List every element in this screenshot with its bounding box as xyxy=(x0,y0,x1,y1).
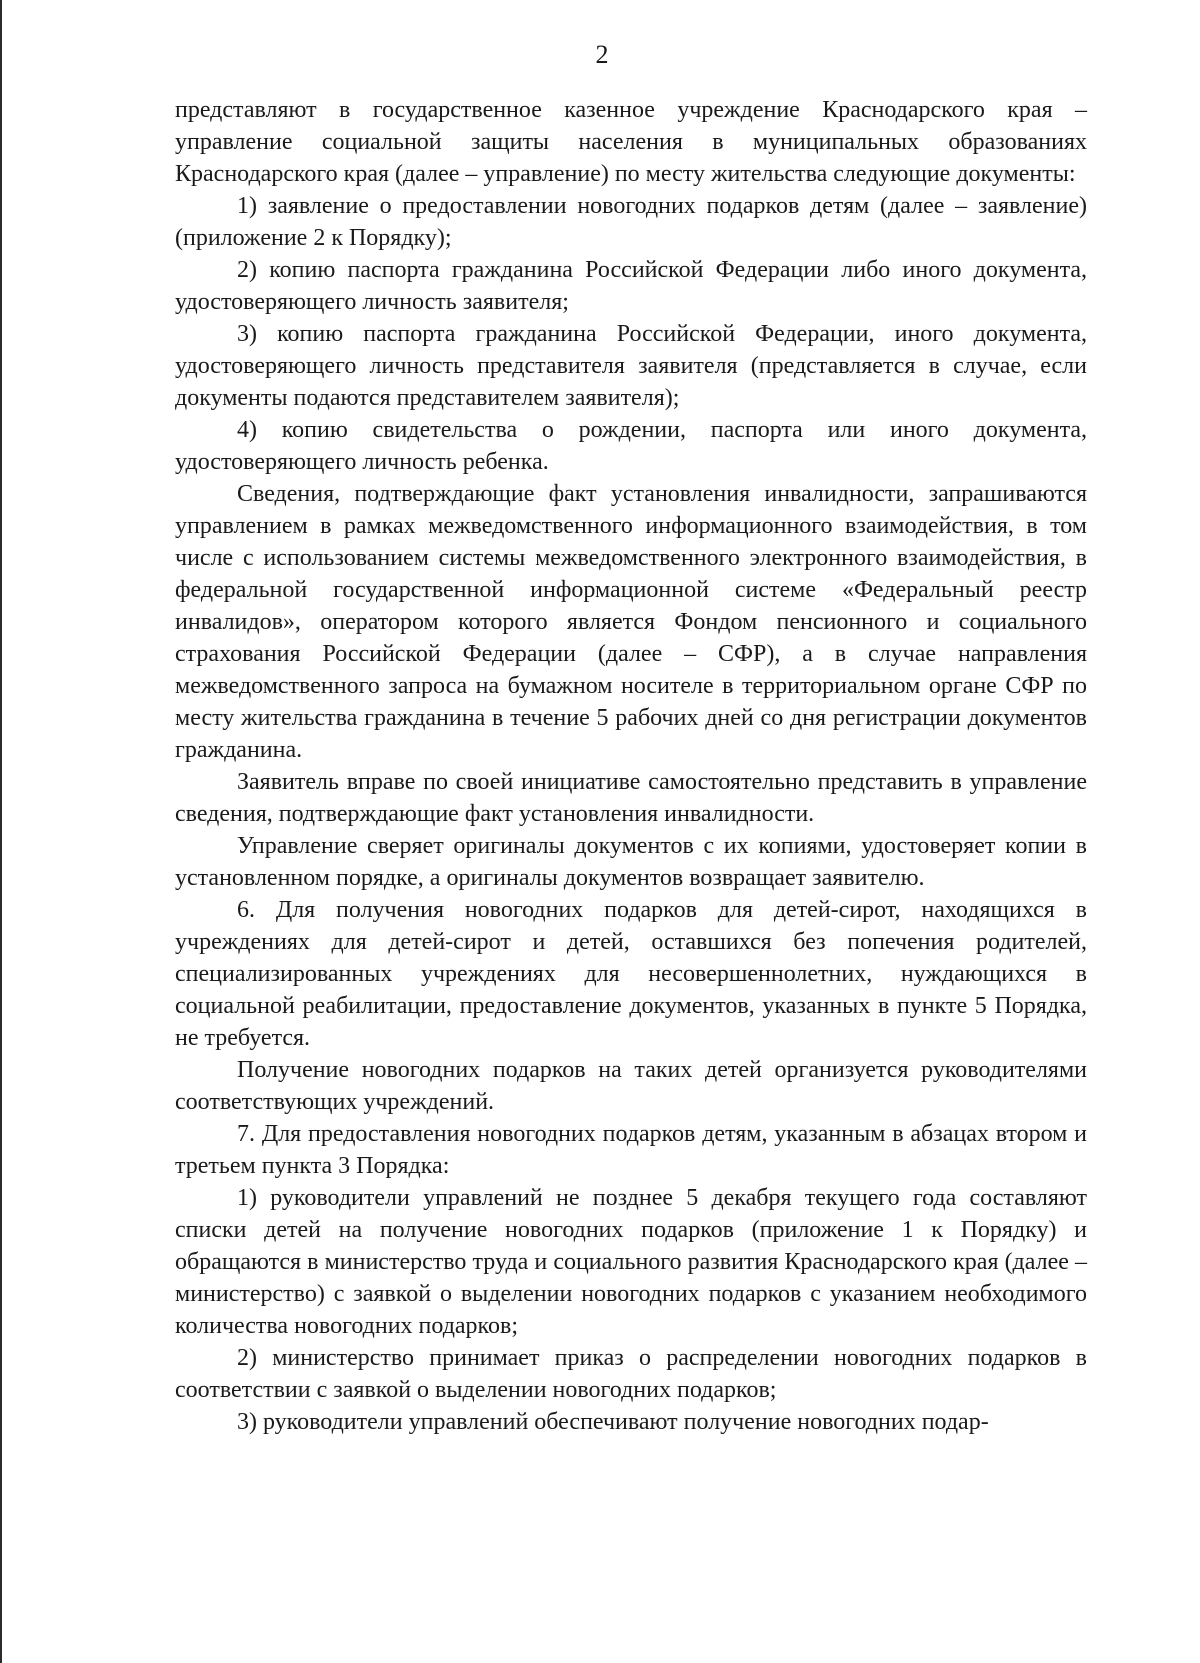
paragraph-list-item-2: 2) копию паспорта гражданина Российской Федерации либо иного документа, удостоверяющего личность заявителя; xyxy=(175,257,1087,315)
paragraph-applicant-right: Заявитель вправе по своей инициативе самостоятельно представить в управление сведения, подтверждающие факт установления инвалидности. xyxy=(175,769,1087,827)
paragraph-item-7: 7. Для предоставления новогодних подарков детям, указанным в абзацах втором и третьем пункта 3 Порядка: xyxy=(175,1121,1087,1179)
paragraph-item-7-sub-2: 2) министерство принимает приказ о распределении новогодних подарков в соответствии с заявкой о выделении новогодних подарков; xyxy=(175,1345,1087,1403)
paragraph-disability-info: Сведения, подтверждающие факт установления инвалидности, запрашиваются управлением в рамках межведомственного информационного взаимодействия, в том числе с использованием системы межведомственного электронного взаимодействия, в федеральной государственной информационной системе «Федеральный реестр инвалидов», оператором которого является Фондом пенсионного и социального страхования Российской Федерации (далее – СФР), а в случае направления межведомственного запроса на бумажном носителе в территориальном органе СФР по месту жительства гражданина в течение 5 рабочих дней со дня регистрации документов гражданина. xyxy=(175,481,1087,763)
paragraph-continuation: представляют в государственное казенное учреждение Краснодарского края – управление социальной защиты населения в муниципальных образованиях Краснодарского края (далее – управление) по месту жительства следующие документы: xyxy=(175,97,1087,187)
document-body xyxy=(175,94,1087,1438)
paragraph-item-6: 6. Для получения новогодних подарков для детей-сирот, находящихся в учреждениях для детей-сирот и детей, оставшихся без попечения родителей, специализированных учреждениях для несовершеннолетних, нуждающихся в социальной реабилитации, предоставление документов, указанных в пункте 5 Порядка, не требуется. xyxy=(175,897,1087,1051)
paragraph-item-7-sub-3: 3) руководители управлений обеспечивают получение новогодних подар- xyxy=(237,1409,989,1435)
paragraph-organization: Получение новогодних подарков на таких детей организуется руководителями соответствующих учреждений. xyxy=(175,1057,1087,1115)
paragraph-list-item-4: 4) копию свидетельства о рождении, паспорта или иного документа, удостоверяющего личность ребенка. xyxy=(175,417,1087,475)
paragraph-verification: Управление сверяет оригиналы документов с их копиями, удостоверяет копии в установленном порядке, а оригиналы документов возвращает заявителю. xyxy=(175,833,1087,891)
page-number: 2 xyxy=(595,40,609,69)
paragraph-item-7-sub-1: 1) руководители управлений не позднее 5 декабря текущего года составляют списки детей на получение новогодних подарков (приложение 1 к Порядку) и обращаются в министерство труда и социального развития Краснодарского края (далее – министерство) с заявкой о выделении новогодних подарков с указанием необходимого количества новогодних подарков; xyxy=(175,1185,1087,1339)
paragraph-list-item-1: 1) заявление о предоставлении новогодних подарков детям (далее – заявление) (приложение 2 к Порядку); xyxy=(175,193,1087,251)
paragraph-list-item-3: 3) копию паспорта гражданина Российской Федерации, иного документа, удостоверяющего личность представителя заявителя (представляется в случае, если документы подаются представителем заявителя); xyxy=(175,321,1087,411)
